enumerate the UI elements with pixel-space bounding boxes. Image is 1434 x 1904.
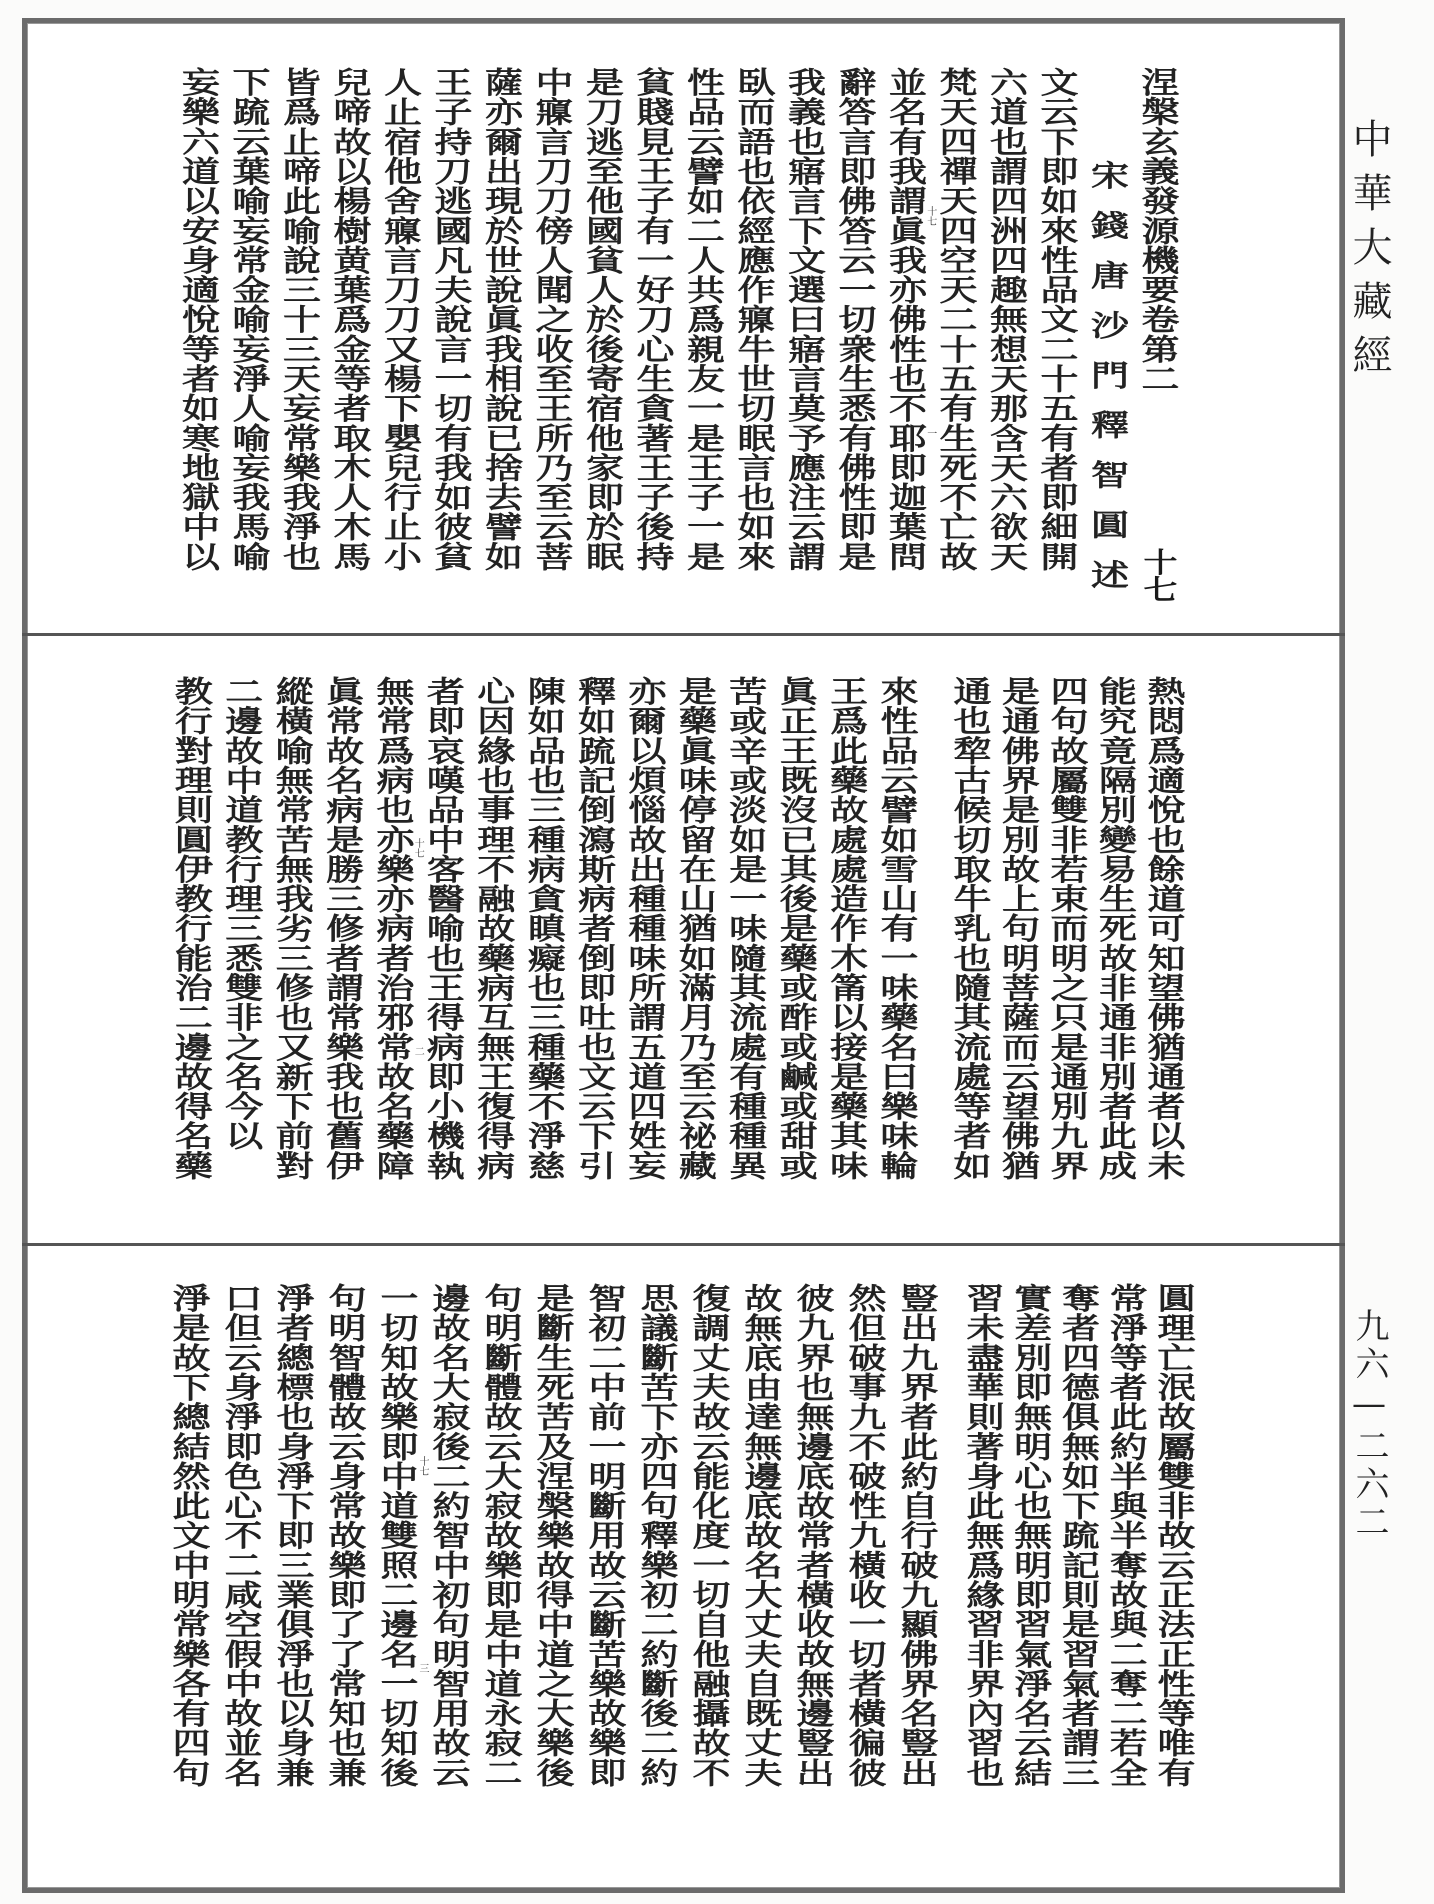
text-column: 習未盡華則著身此無爲緣習非界內習也	[960, 1283, 1005, 1787]
text-column: 縱橫喻無常苦無我劣三修也又新下前對	[269, 676, 315, 1180]
text-column: 皆爲止啼此喻說三十三天妄常樂我淨也	[276, 67, 322, 571]
text-column: 實差別即無明心也無明即習氣淨名云結	[1007, 1283, 1053, 1787]
text-column: 陳如品也三種病貪瞋癡也三種藥不淨慈	[521, 676, 567, 1180]
text-column: 淨者總標也身淨下即三業俱淨也以身兼	[270, 1283, 315, 1787]
text-column: 釋如䟽記倒瀉斯病者倒即吐也文云下引	[571, 676, 617, 1180]
text-column: 二邊故中道教行理三悉雙非之名今以	[218, 676, 264, 1151]
text-column: 能究竟隔別變易生死故非通非別者此成	[1092, 676, 1138, 1180]
text-column: 智初二中前一明斷用故云斷苦樂故樂即	[582, 1283, 627, 1787]
page-number: 九六—二六二	[1349, 1308, 1389, 1542]
text-column: 貧賤見王子有一好刀心生貪著王子後持	[630, 67, 675, 571]
text-column: 中寱言刀刀傍人聞之收至王所乃至云菩	[529, 67, 574, 571]
text-column: 邊故名大寂後二約智中初句明智用故云	[426, 1283, 471, 1787]
text-column: 是通佛界是別故上句明菩薩而云望佛猶	[995, 676, 1041, 1180]
text-column: 來性品云譬如雪山有一味藥名曰樂味輪	[874, 676, 919, 1180]
text-column: 亦爾以煩惱故出種種味所謂五道四姓妄	[622, 676, 667, 1180]
text-column: 常淨等者此約半與半奪故與二奪二若全	[1103, 1283, 1149, 1787]
author-line: 宋錢唐沙門釋智圓述	[1084, 160, 1130, 610]
text-column: 文云下即如來性品文二十五有者即細開	[1034, 67, 1079, 571]
text-column: 圓理亡泯故屬雙非故云正法正性等唯有	[1151, 1283, 1196, 1787]
text-column: 是斷生死苦及涅槃樂故得中道之大樂後	[530, 1283, 575, 1787]
text-column: 下䟽云葉喻妄常金喻妄淨人喻妄我馬喻	[226, 67, 271, 571]
text-column: 無常爲病也亦樂亦病者治邪常故名藥障	[370, 676, 415, 1180]
text-column: 故無底由達無邊底故名大丈夫自既丈夫	[738, 1283, 783, 1787]
text-column: 辭答言即佛答云一切衆生悉有佛性即是	[832, 67, 877, 571]
text-column: 人止宿他舍寱言刀刀又楊下嬰兒行止小	[377, 67, 423, 571]
panel-divider	[22, 633, 1345, 636]
text-column: 臥而語也依經應作寱牛世切眠言也如來	[731, 67, 776, 571]
text-column: 熱悶爲適悅也餘道可知望佛猶通者以未	[1141, 676, 1186, 1180]
volume-title: 涅槃玄義發源機要卷第二	[1135, 67, 1180, 394]
text-column: 句明智體故云身常故樂即了了常知也兼	[322, 1283, 367, 1787]
text-column: 性品云譬如二人共爲親友一是王子一是	[680, 67, 726, 571]
text-column: 四句故屬雙非若束而明之只是通別九界	[1044, 676, 1089, 1180]
margin-mark: 十七	[412, 838, 424, 858]
text-column: 淨是故下總結然此文中明常樂各有四句	[166, 1283, 211, 1787]
text-column: 彼九界也無邊底故常者橫收故無邊豎出	[790, 1283, 835, 1787]
text-column: 復調丈夫故云能化度一切自他融攝故不	[686, 1283, 731, 1787]
collection-title: 中華大藏經	[1346, 118, 1392, 388]
margin-mark: 十七	[417, 1456, 428, 1476]
text-column: 是藥眞味停留在山猶如滿月乃至云祕藏	[672, 676, 718, 1180]
margin-mark: 一	[924, 428, 936, 438]
title-page-mark: 十七	[1137, 548, 1177, 603]
text-column: 心因緣也事理不融故藥病互無王復得病	[470, 676, 516, 1180]
margin-mark: 三	[417, 1663, 428, 1673]
text-column: 薩亦爾出現於世說眞我相說已捨去譬如	[478, 67, 524, 571]
text-column: 是刀逃至他國貧人於後寄宿他家即於眠	[579, 67, 625, 571]
text-column: 眞正王既沒已其後是藥或酢或鹹或甜或	[773, 676, 819, 1180]
margin-mark: 二	[412, 1046, 424, 1056]
text-column: 然但破事九不破性九橫收一切者橫徧彼	[842, 1283, 887, 1787]
text-column: 眞常故名病是勝三修者謂常樂我也舊伊	[319, 676, 365, 1180]
text-column: 並名有我謂眞我亦佛性也不耶即迦葉問	[882, 67, 928, 571]
text-column: 豎出九界者此約自行破九顯佛界名豎出	[894, 1283, 939, 1787]
text-column: 者即哀嘆品中客醫喻也王得病即小機執	[420, 676, 466, 1180]
text-column: 思議斷苦下亦四句釋樂初二約斷後二約	[634, 1283, 679, 1787]
text-column: 兒啼故以楊樹黄葉爲金等者取木人木馬	[327, 67, 372, 571]
text-column: 梵天四禪天四空天二十五有生死不亡故	[933, 67, 978, 571]
text-column: 通也犂古候切取牛乳也隨其流處等者如	[947, 676, 992, 1180]
text-column: 我義也寤言下文選曰寤言莫予應注云謂	[781, 67, 827, 571]
text-column: 王子持刀逃國凡夫說言一切有我如彼貧	[428, 67, 473, 571]
margin-mark: 十七	[924, 206, 936, 226]
panel-divider	[22, 1243, 1345, 1246]
text-column: 妄樂六道以安身適悅等者如寒地獄中以	[175, 67, 221, 571]
text-column: 王爲此藥故處處造作木筩以接是藥其味	[823, 676, 869, 1180]
text-column: 六道也謂四洲四趣無想天那含天六欲天	[983, 67, 1029, 571]
text-column: 一切知故樂即中道雙照二邊名一切知後	[374, 1283, 419, 1787]
text-column: 苦或辛或淡如是一味隨其流處有種種異	[722, 676, 768, 1180]
text-column: 教行對理則圓伊教行能治二邊故得名藥	[168, 676, 214, 1180]
text-column: 句明斷體故云大寂故樂即是中道永寂二	[478, 1283, 523, 1787]
text-column: 口但云身淨即色心不二咸空假中故並名	[218, 1283, 263, 1787]
text-column: 奪者四德俱無如下䟽記則是習氣者謂三	[1055, 1283, 1101, 1787]
